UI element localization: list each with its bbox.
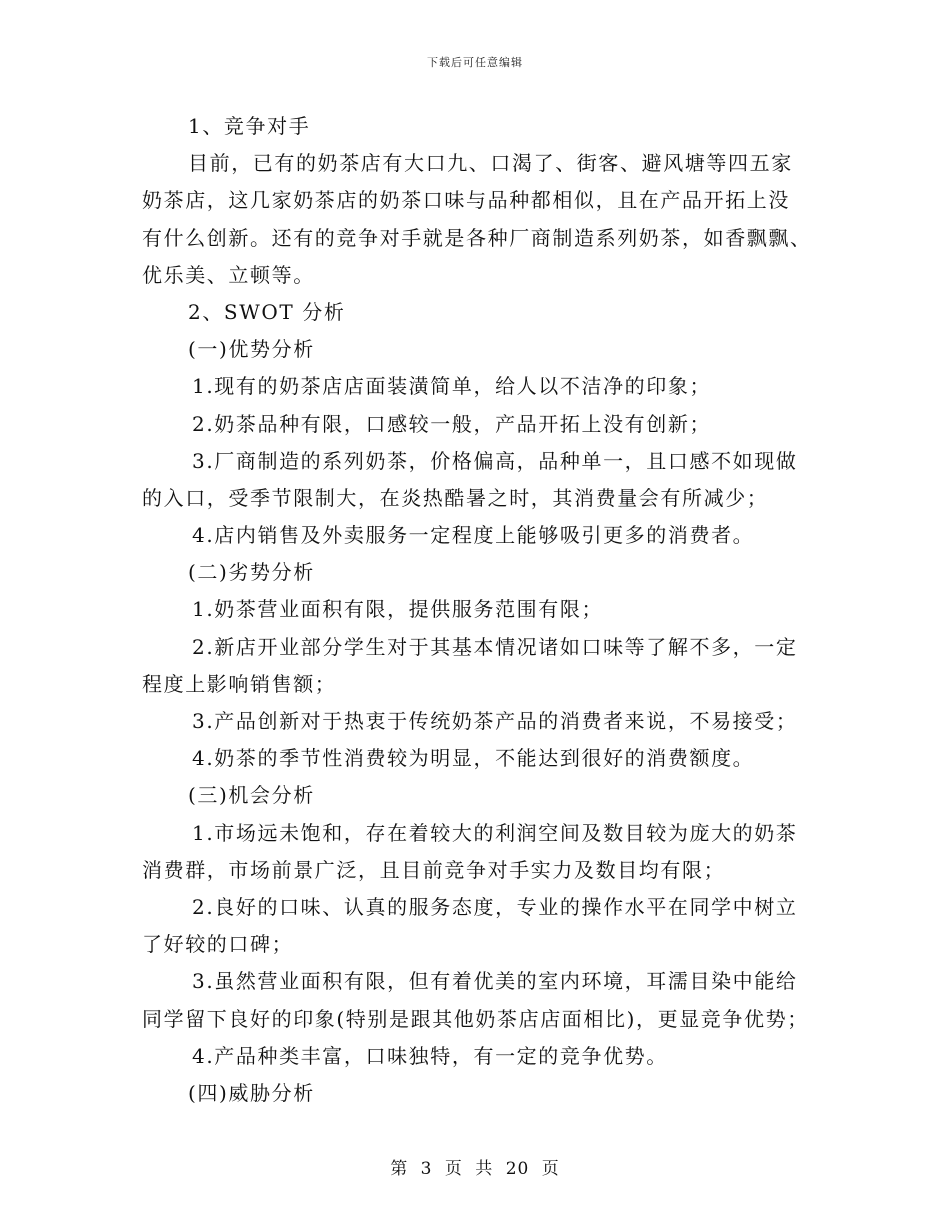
text-line: 4.产品种类丰富，口味独特，有一定的竞争优势。 xyxy=(192,1043,668,1068)
text-line: 有什么创新。还有的竞争对手就是各种厂商制造系列奶茶，如香飘飘、 xyxy=(142,225,812,250)
text-line: 同学留下良好的印象(特别是跟其他奶茶店店面相比)，更显竞争优势； xyxy=(142,1006,809,1031)
text-line: 3.虽然营业面积有限，但有着优美的室内环境，耳濡目染中能给 xyxy=(192,969,798,994)
text-line: 1.市场远未饱和，存在着较大的利润空间及数目较为庞大的奶茶 xyxy=(192,820,798,845)
text-line: 2.奶茶品种有限，口感较一般，产品开拓上没有创新； xyxy=(192,411,712,436)
text-line: 目前，已有的奶茶店有大口九、口渴了、街客、避风塘等四五家 xyxy=(188,151,793,176)
text-line: 3.厂商制造的系列奶茶，价格偏高，品种单一，且口感不如现做 xyxy=(192,448,798,473)
text-line: 优乐美、立顿等。 xyxy=(142,262,315,287)
page-footer: 第 3 页 共 20 页 xyxy=(390,1159,560,1179)
text-line: 了好较的口碑； xyxy=(142,932,294,957)
text-line: (四)威胁分析 xyxy=(188,1080,315,1105)
text-line: 1.奶茶营业面积有限，提供服务范围有限； xyxy=(192,597,604,622)
header-note: 下载后可任意编辑 xyxy=(427,56,523,69)
text-line: (三)机会分析 xyxy=(188,783,315,808)
text-line: 消费群，市场前景广泛，且目前竞争对手实力及数目均有限； xyxy=(142,857,726,882)
text-line: 2.新店开业部分学生对于其基本情况诸如口味等了解不多，一定 xyxy=(192,634,798,659)
text-line: 2.良好的口味、认真的服务态度，专业的操作水平在同学中树立 xyxy=(192,894,798,919)
text-line: 4.奶茶的季节性消费较为明显，不能达到很好的消费额度。 xyxy=(192,746,755,771)
text-line: 3.产品创新对于热衷于传统奶茶产品的消费者来说，不易接受； xyxy=(192,709,798,733)
text-line: (一)优势分析 xyxy=(188,337,315,362)
text-line: 程度上影响销售额； xyxy=(142,671,337,696)
text-line: 4.店内销售及外卖服务一定程度上能够吸引更多的消费者。 xyxy=(192,523,755,548)
text-line: 的入口，受季节限制大，在炎热酷暑之时，其消费量会有所减少； xyxy=(142,485,769,510)
text-line: (二)劣势分析 xyxy=(188,560,315,585)
text-line: 2、SWOT 分析 xyxy=(188,299,346,324)
text-line: 1、竞争对手 xyxy=(188,114,311,138)
text-line: 1.现有的奶茶店店面装潢简单，给人以不洁净的印象； xyxy=(192,374,712,399)
text-line: 奶茶店，这几家奶茶店的奶茶口味与品种都相似，且在产品开拓上没 xyxy=(142,188,790,213)
document-body xyxy=(142,108,812,1112)
